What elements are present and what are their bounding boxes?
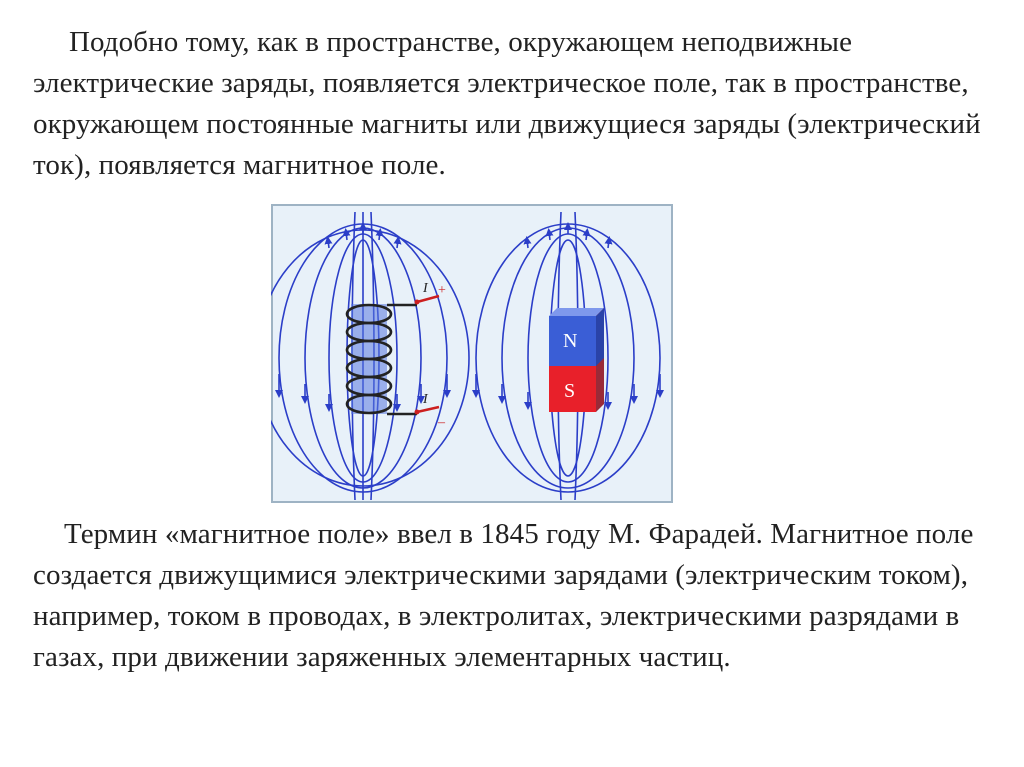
north-label: N (563, 330, 578, 352)
south-label: S (564, 380, 576, 402)
current-label-top: I (423, 281, 428, 296)
negative-sign: – (438, 415, 445, 430)
field-lines-diagram (271, 204, 673, 503)
magnetic-field-illustration (271, 204, 673, 503)
figure-background (272, 205, 672, 502)
bar-magnet (549, 308, 604, 412)
body-paragraph: Термин «магнитное поле» ввел в 1845 году М. Фарадей. Магнитное поле создается движущимися электрическими зарядами (электрическим током), например, током в проводах, в электролитах, электрическими разрядами в газах, при движении заряженных элементарных частиц. (33, 518, 974, 673)
current-label-bottom: I (423, 392, 428, 407)
positive-sign: + (438, 283, 446, 298)
intro-paragraph: Подобно тому, как в пространстве, окружающем неподвижные электрические заряды, появляется электрическое поле, так в пространстве, окружающем постоянные магниты или движущиеся заряды (электрический ток), появляется магнитное поле. (33, 26, 981, 181)
